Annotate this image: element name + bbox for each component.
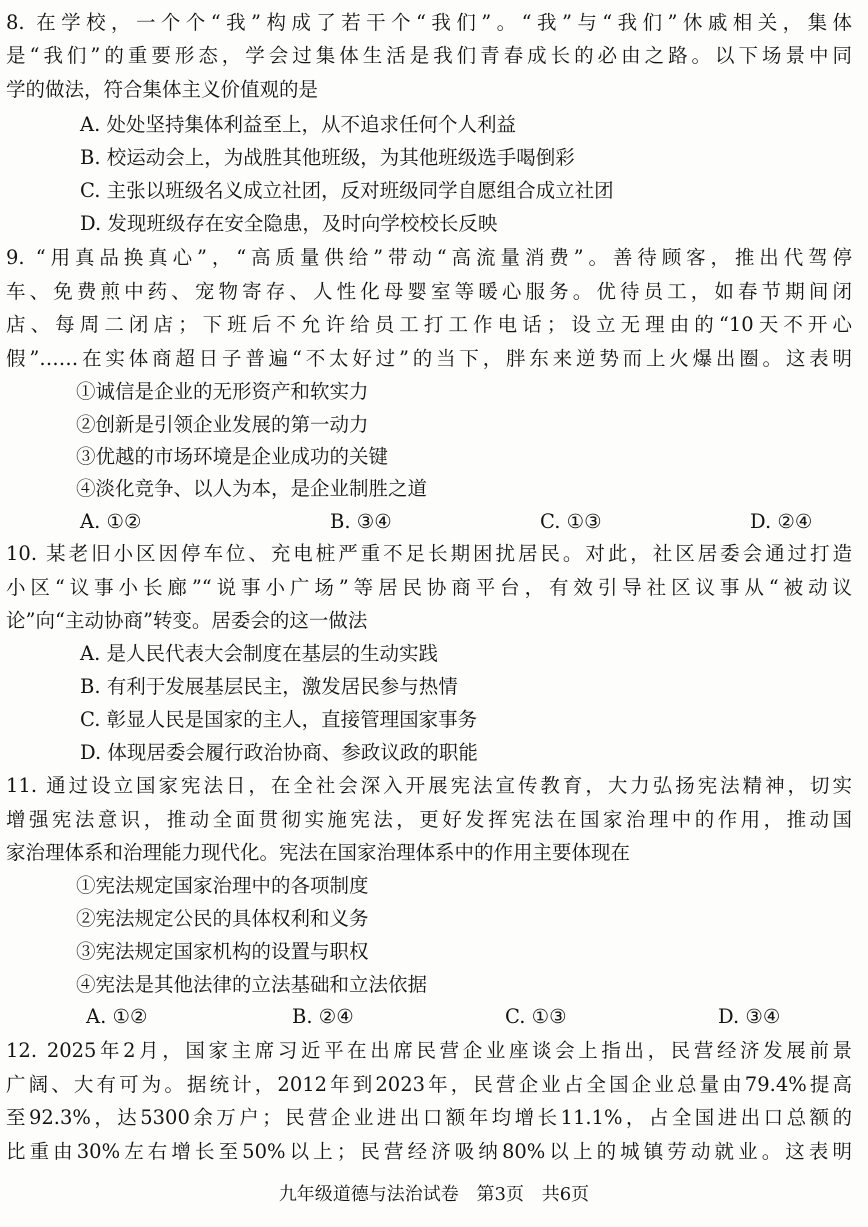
question-11-statement-1: ①宪法规定国家治理中的各项制度 <box>76 874 369 897</box>
question-9-choice-d: D. ②④ <box>750 510 813 533</box>
question-11-choice-b: B. ②④ <box>292 1005 354 1028</box>
question-11-choices <box>0 1000 868 1033</box>
question-8-option-d: D. 发现班级存在安全隐患，及时向学校校长反映 <box>80 212 498 235</box>
question-10-option-a: A. 是人民代表大会制度在基层的生动实践 <box>80 642 438 665</box>
question-10-option-c: C. 彰显人民是国家的主人，直接管理国家事务 <box>80 708 478 731</box>
question-8-option-a: A. 处处坚持集体利益至上，从不追求任何个人利益 <box>80 113 516 136</box>
question-12-line-2: 广阔、大有可为。据统计，2012年到2023年，民营企业占全国企业总量由79.4%提高 <box>6 1073 852 1096</box>
question-12-line-1: 12. 2025年2月，国家主席习近平在出席民营企业座谈会上指出，民营经济发展前景 <box>6 1039 852 1062</box>
question-9-choice-b: B. ③④ <box>330 510 392 533</box>
question-9-choice-c: C. ①③ <box>540 510 602 533</box>
question-8-line-2: 是“我们”的重要形态，学会过集体生活是我们青春成长的必由之路。以下场景中同 <box>6 44 852 67</box>
question-10-line-3: 论”向“主动协商”转变。居委会的这一做法 <box>6 609 368 632</box>
question-9-choice-a: A. ①② <box>80 510 142 533</box>
question-9-line-4: 假”……在实体商超日子普遍“不太好过”的当下，胖东来逆势而上火爆出圈。这表明 <box>6 347 852 370</box>
question-8-line-1: 8. 在学校，一个个“我”构成了若干个“我们”。“我”与“我们”休戚相关，集体 <box>6 11 852 34</box>
footer-subject: 九年级道德与法治试卷 <box>278 1184 459 1205</box>
question-9-statement-4: ④淡化竞争、以人为本，是企业制胜之道 <box>76 477 428 500</box>
question-9-choices <box>0 505 868 538</box>
question-9-statement-1: ①诚信是企业的无形资产和软实力 <box>76 380 369 403</box>
question-11-statement-3: ③宪法规定国家机构的设置与职权 <box>76 940 369 963</box>
question-10-option-d: D. 体现居委会履行政治协商、参政议政的职能 <box>80 741 478 764</box>
question-8-option-b: B. 校运动会上，为战胜其他班级，为其他班级选手喝倒彩 <box>80 146 575 169</box>
question-10-line-2: 小区“议事小长廊”“说事小广场”等居民协商平台，有效引导社区议事从“被动议 <box>6 576 852 599</box>
footer-page-number: 第3页 <box>476 1184 524 1205</box>
question-11-choice-d: D. ③④ <box>718 1005 781 1028</box>
question-9-line-3: 店、每周二闭店；下班后不允许给员工打工作电话；设立无理由的“10天不开心 <box>6 313 852 336</box>
question-11-choice-c: C. ①③ <box>505 1005 567 1028</box>
question-12-line-3: 至92.3%，达5300余万户；民营企业进出口额年均增长11.1%，占全国进出口总额的 <box>6 1106 852 1129</box>
question-12-line-4: 比重由30%左右增长至50%以上；民营经济吸纳80%以上的城镇劳动就业。这表明 <box>6 1140 852 1163</box>
question-9-line-1: 9. “用真品换真心”，“高质量供给”带动“高流量消费”。善待顾客，推出代驾停 <box>6 246 852 269</box>
footer-total-pages: 共6页 <box>541 1184 590 1205</box>
question-11-line-1: 11. 通过设立国家宪法日，在全社会深入开展宪法宣传教育，大力弘扬宪法精神，切实 <box>6 774 852 797</box>
question-11-line-3: 家治理体系和治理能力现代化。宪法在国家治理体系中的作用主要体现在 <box>6 841 631 864</box>
question-11-statement-4: ④宪法是其他法律的立法基础和立法依据 <box>76 973 428 996</box>
question-11-line-2: 增强宪法意识，推动全面贯彻实施宪法，更好发挥宪法在国家治理中的作用，推动国 <box>6 808 852 831</box>
question-10-option-b: B. 有利于发展基层民主，激发居民参与热情 <box>80 675 458 698</box>
question-11-choice-a: A. ①② <box>86 1005 148 1028</box>
question-9-statement-2: ②创新是引领企业发展的第一动力 <box>76 413 369 436</box>
question-10-line-1: 10. 某老旧小区因停车位、充电桩严重不足长期困扰居民。对此，社区居委会通过打造 <box>6 542 852 565</box>
question-8-option-c: C. 主张以班级名义成立社团，反对班级同学自愿组合成立社团 <box>80 179 614 202</box>
question-9-statement-3: ③优越的市场环境是企业成功的关键 <box>76 445 389 468</box>
question-8-line-3: 学的做法，符合集体主义价值观的是 <box>6 78 319 101</box>
question-9-line-2: 车、免费煎中药、宠物寄存、人性化母婴室等暖心服务。优待员工，如春节期间闭 <box>6 280 852 303</box>
question-11-statement-2: ②宪法规定公民的具体权利和义务 <box>76 907 369 930</box>
page-footer <box>0 1180 868 1210</box>
